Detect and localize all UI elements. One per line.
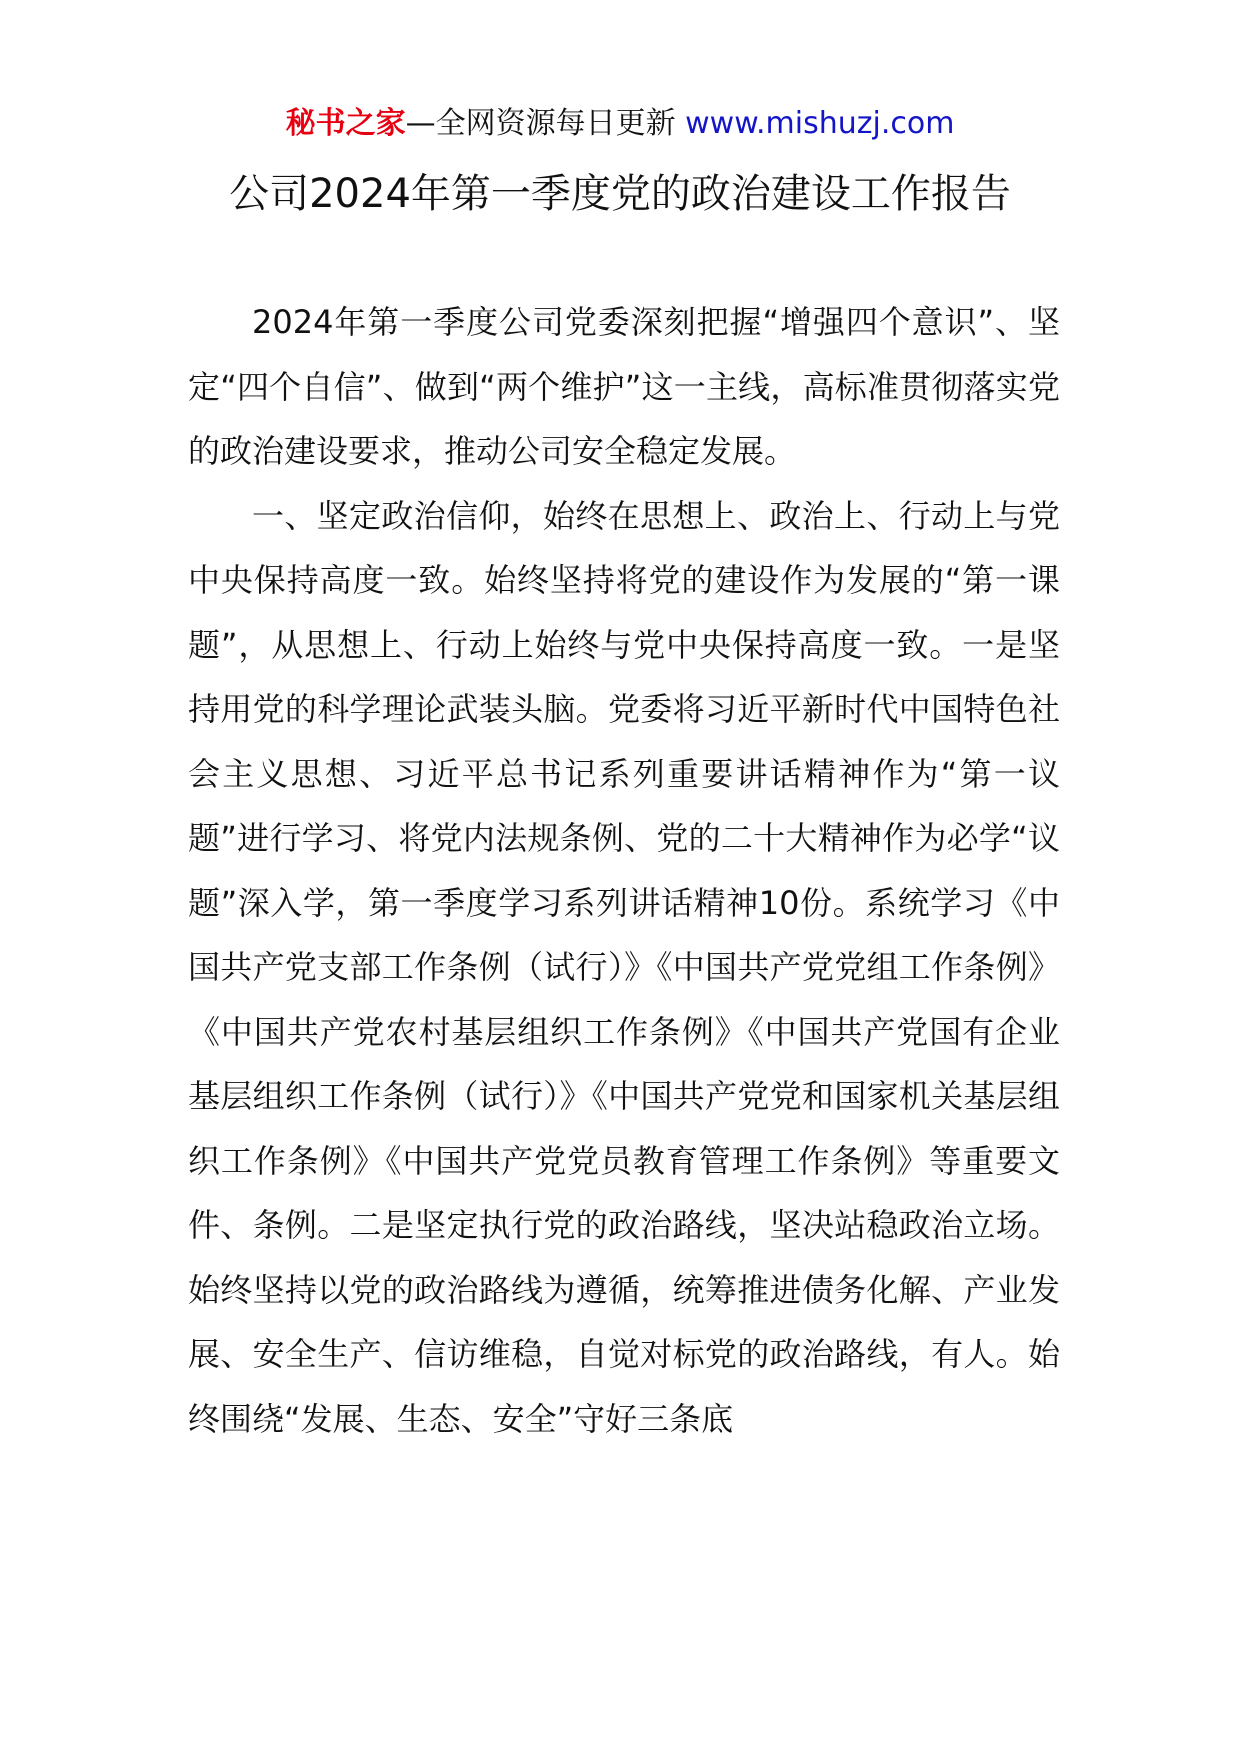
- site-url-link[interactable]: www.mishuzj.com: [685, 106, 955, 141]
- paragraph-intro: 2024年第一季度公司党委深刻把握“增强四个意识”、坚定“四个自信”、做到“两个维护”这一主线，高标准贯彻落实党的政治建设要求，推动公司安全稳定发展。: [188, 303, 1060, 470]
- site-header: [0, 102, 1240, 146]
- document-body: [188, 290, 1060, 1451]
- document-title: 公司2024年第一季度党的政治建设工作报告: [229, 171, 1011, 217]
- site-slogan: —全网资源每日更新: [405, 106, 676, 141]
- paragraph-section-one: 一、坚定政治信仰，始终在思想上、政治上、行动上与党中央保持高度一致。始终坚持将党的建设作为发展的“第一课题”，从思想上、行动上始终与党中央保持高度一致。一是坚持用党的科学理论武装头脑。党委将习近平新时代中国特色社会主义思想、习近平总书记系列重要讲话精神作为“第一议题”进行学习、将党内法规条例、党的二十大精神作为必学“议题”深入学，第一季度学习系列讲话精神10份。系统学习《中国共产党支部工作条例（试行）》《中国共产党党组工作条例》《中国共产党农村基层组织工作条例》《中国共产党国有企业基层组织工作条例（试行）》《中国共产党党和国家机关基层组织工作条例》《中国共产党党员教育管理工作条例》等重要文件、条例。二是坚定执行党的政治路线，坚决站稳政治立场。始终坚持以党的政治路线为遵循，统筹推进债务化解、产业发展、安全生产、信访维稳，自觉对标党的政治路线，有人。始终围绕“发展、生态、安全”守好三条底: [188, 496, 1060, 1438]
- site-brand: 秘书之家: [285, 106, 406, 141]
